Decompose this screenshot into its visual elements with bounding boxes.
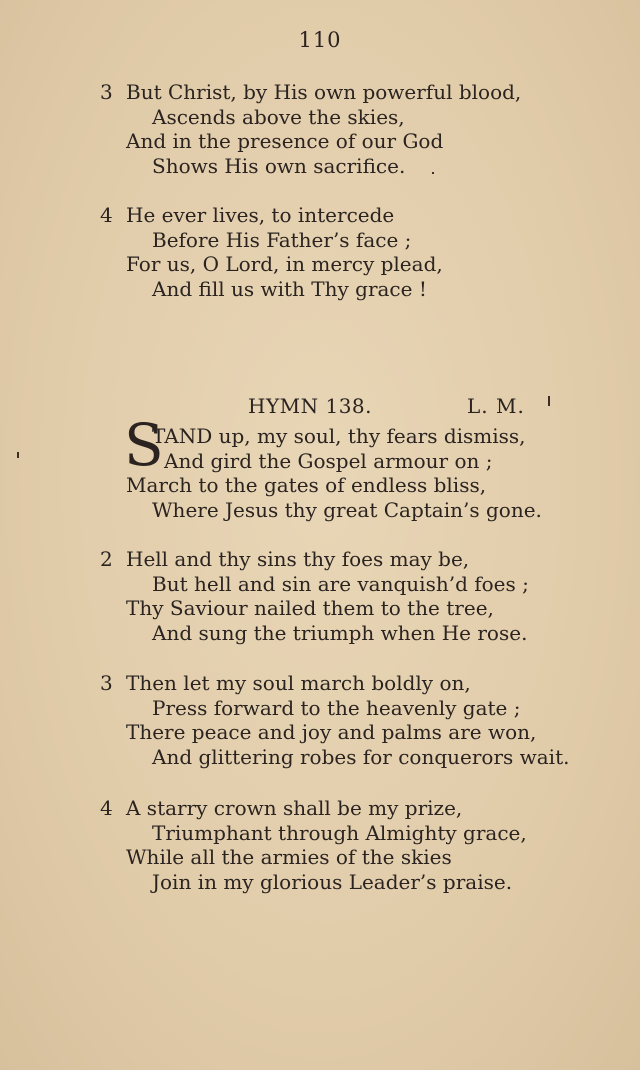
stanza-number: 4 — [100, 203, 113, 227]
verse-line: And sung the triumph when He rose. — [152, 620, 528, 645]
stanza-number: 3 — [100, 671, 113, 695]
verse-line: Shows His own sacrifice. — [152, 153, 406, 178]
hymn-meter: L. M. — [467, 394, 525, 418]
hymn-title: HYMN 138. — [248, 394, 373, 418]
verse-line: March to the gates of endless bliss, — [126, 473, 487, 497]
verse-line: He ever lives, to intercede — [126, 203, 395, 227]
verse-line: But Christ, by His own powerful blood, — [126, 80, 522, 104]
verse-line: Where Jesus thy great Captain’s gone. — [152, 497, 542, 522]
verse-line: Then let my soul march boldly on, — [126, 671, 471, 695]
verse-line: But hell and sin are vanquish’d foes ; — [152, 571, 529, 596]
verse-line: Thy Saviour nailed them to the tree, — [126, 596, 494, 620]
verse-line: Hell and thy sins thy foes may be, — [126, 547, 470, 571]
stanza-number: 2 — [100, 547, 113, 571]
verse-line: Triumphant through Almighty grace, — [152, 820, 527, 845]
verse-line: A starry crown shall be my prize, — [126, 796, 463, 820]
verse-line: And fill us with Thy grace ! — [152, 276, 427, 301]
verse-line: Join in my glorious Leader’s praise. — [152, 869, 513, 894]
hymn-heading — [0, 392, 640, 420]
print-speck — [548, 396, 550, 406]
verse-line-first: TAND up, my soul, thy fears dismiss, — [152, 424, 526, 448]
verse-line: Ascends above the skies, — [152, 104, 405, 129]
verse-line: Press forward to the heavenly gate ; — [152, 695, 521, 720]
verse-line: While all the armies of the skies — [126, 845, 452, 869]
verse-line: Before His Father’s face ; — [152, 227, 412, 252]
verse-line: And in the presence of our God — [126, 129, 444, 153]
stanza-number: 3 — [100, 80, 113, 104]
print-speck — [432, 172, 434, 174]
verse-line: For us, O Lord, in mercy plead, — [126, 252, 443, 276]
page-number: 110 — [298, 28, 342, 52]
verse-line: There peace and joy and palms are won, — [126, 720, 537, 744]
stanza-number: 4 — [100, 796, 113, 820]
verse-line: And glittering robes for conquerors wait. — [152, 744, 570, 769]
print-speck — [17, 452, 19, 458]
verse-line: And gird the Gospel armour on ; — [164, 448, 493, 473]
drop-cap: S — [124, 411, 164, 479]
